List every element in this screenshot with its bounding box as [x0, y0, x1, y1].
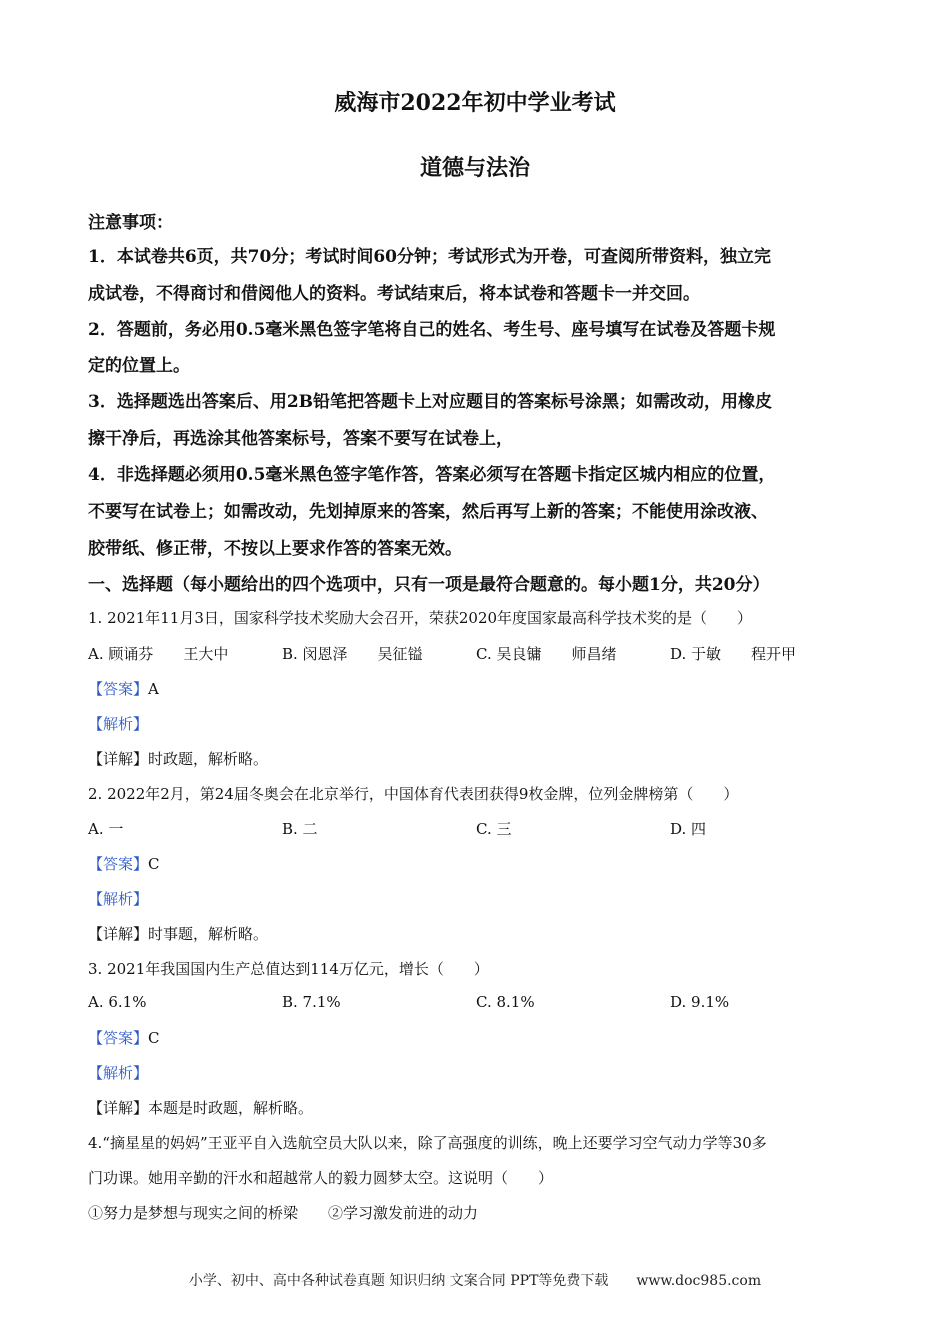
option-c: C. 吴良镛 师昌绪 [476, 645, 617, 663]
notes-line: 3．选择题选出答案后、用2B铅笔把答题卡上对应题目的答案标号涂黑；如需改动，用橡皮 [88, 392, 773, 412]
answer-value: C [148, 855, 160, 873]
answer-value: C [148, 1029, 160, 1047]
notes-line: 定的位置上。 [88, 356, 190, 376]
answer-line [88, 853, 160, 874]
question-stem: 1. 2021年11月3日，国家科学技术奖励大会召开，荣获2020年度国家最高科学技术奖的是（ ） [88, 609, 753, 627]
option-d: D. 于敏 程开甲 [670, 645, 797, 663]
page-footer: 小学、初中、高中各种试卷真题 知识归纳 文案合同 PPT等免费下载 www.doc985.com [188, 1273, 762, 1289]
option-b: B. 二 [282, 820, 318, 838]
answer-label: 【答案】 [88, 1029, 149, 1047]
answer-line [88, 678, 159, 699]
option-d: D. 9.1% [670, 993, 730, 1011]
notes-line: 不要写在试卷上；如需改动，先划掉原来的答案，然后再写上新的答案；不能使用涂改液、 [88, 502, 768, 522]
notes-line: 1．本试卷共6页，共70分；考试时间60分钟；考试形式为开卷，可查阅所带资料，独立完 [88, 247, 771, 267]
section-heading: 一、选择题（每小题给出的四个选项中，只有一项是最符合题意的。每小题1分，共20分） [88, 575, 770, 595]
notes-line: 胶带纸、修正带，不按以上要求作答的答案无效。 [88, 539, 462, 559]
question-statements: ①努力是梦想与现实之间的桥梁 ②学习激发前进的动力 [88, 1204, 479, 1222]
notes-line: 成试卷，不得商讨和借阅他人的资料。考试结束后，将本试卷和答题卡一并交回。 [88, 284, 700, 304]
notes-line: 擦干净后，再选涂其他答案标号，答案不要写在试卷上， [88, 429, 513, 449]
option-a: A. 一 [88, 820, 124, 838]
exam-subject: 道德与法治 [419, 155, 530, 181]
question-stem: 门功课。她用辛勤的汗水和超越常人的毅力圆梦太空。这说明（ ） [88, 1169, 554, 1187]
exam-title: 威海市2022年初中学业考试 [334, 90, 616, 116]
question-stem: 2. 2022年2月，第24届冬奥会在北京举行，中国体育代表团获得9枚金牌，位列金牌榜第（ ） [88, 785, 739, 803]
analysis-label: 【解析】 [88, 1064, 149, 1082]
option-d: D. 四 [670, 820, 707, 838]
option-c: C. 8.1% [476, 993, 535, 1011]
detail-text: 【详解】时政题，解析略。 [88, 750, 269, 768]
option-b: B. 闵恩泽 吴征镒 [282, 645, 423, 663]
analysis-label: 【解析】 [88, 715, 149, 733]
answer-line [88, 1027, 160, 1048]
question-stem: 3. 2021年我国国内生产总值达到114万亿元，增长（ ） [88, 960, 489, 978]
answer-label: 【答案】 [88, 680, 149, 698]
notes-line: 2．答题前，务必用0.5毫米黑色签字笔将自己的姓名、考生号、座号填写在试卷及答题卡规 [88, 320, 776, 340]
option-b: B. 7.1% [282, 993, 341, 1011]
notes-heading: 注意事项： [88, 213, 173, 233]
notes-line: 4．非选择题必须用0.5毫米黑色签字笔作答，答案必须写在答题卡指定区城内相应的位置， [88, 465, 776, 485]
option-a: A. 6.1% [88, 993, 147, 1011]
option-a: A. 顾诵芬 王大中 [88, 645, 229, 663]
question-stem: 4.“摘星星的妈妈”王亚平自入选航空员大队以来，除了高强度的训练，晚上还要学习空气动力学等30多 [88, 1134, 767, 1152]
detail-text: 【详解】本题是时政题，解析略。 [88, 1099, 314, 1117]
option-c: C. 三 [476, 820, 512, 838]
answer-label: 【答案】 [88, 855, 149, 873]
answer-value: A [148, 680, 159, 698]
analysis-label: 【解析】 [88, 890, 149, 908]
detail-text: 【详解】时事题，解析略。 [88, 925, 269, 943]
